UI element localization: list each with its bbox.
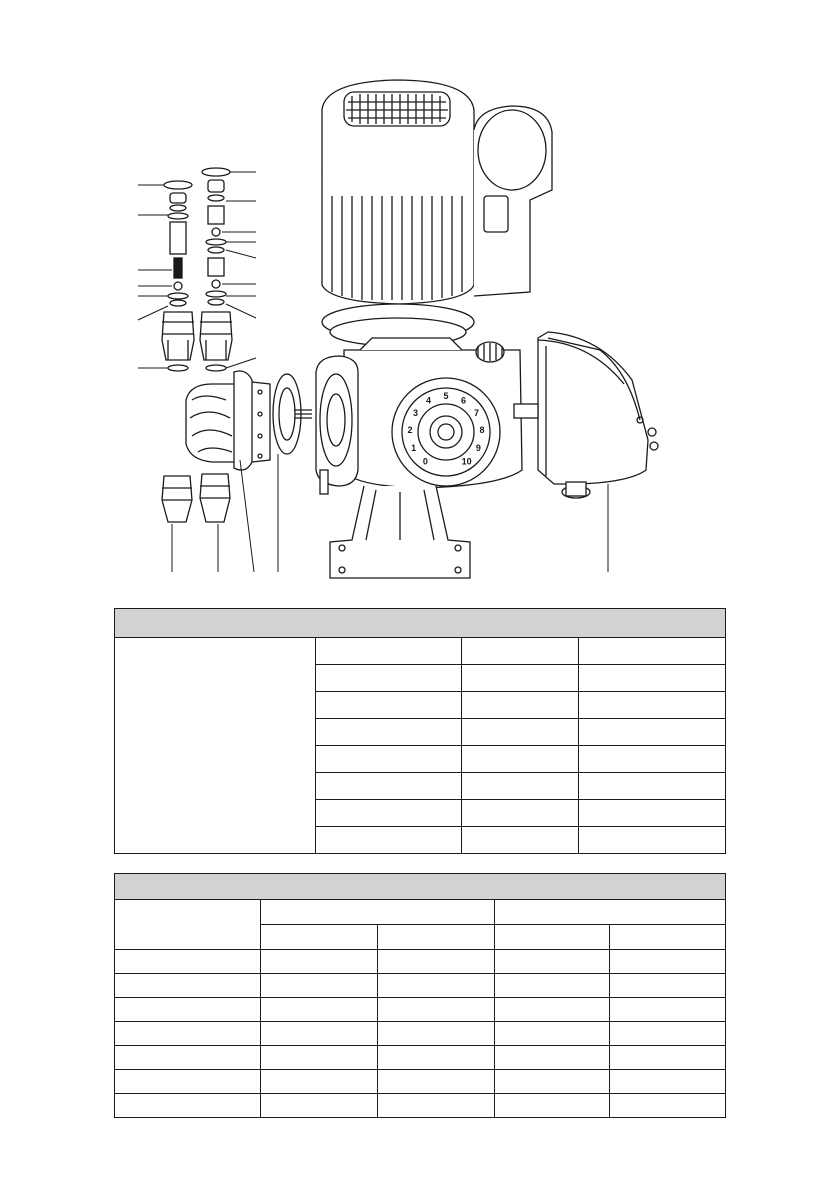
table-b-cell	[261, 1070, 378, 1094]
table-b-cell	[261, 1046, 378, 1070]
motor-body	[322, 168, 474, 304]
dial-number: 3	[412, 407, 419, 418]
table-a-cell	[579, 638, 726, 665]
dial-number: 10	[461, 456, 472, 467]
table-a-cell	[579, 827, 726, 854]
table-a-heading-band	[115, 609, 726, 638]
specification-table-a	[114, 608, 726, 854]
table-a-cell	[462, 746, 579, 773]
table-b-subheader	[261, 925, 378, 950]
table-b-cell	[610, 998, 726, 1022]
table-a-cell	[462, 638, 579, 665]
table-b-cell	[261, 1094, 378, 1118]
table-b-cell	[495, 1070, 610, 1094]
table-b-subheader	[495, 925, 610, 950]
table-b-heading-band	[115, 874, 726, 900]
table-b-cell	[495, 974, 610, 998]
table-a-cell	[579, 665, 726, 692]
pump-head	[186, 371, 270, 470]
table-a-cell	[316, 746, 462, 773]
table-b-cell	[610, 950, 726, 974]
table-a-cell	[316, 827, 462, 854]
table-b-cell	[610, 1070, 726, 1094]
dial-number: 1	[411, 442, 417, 453]
table-b-cell	[495, 1094, 610, 1118]
dial-number: 2	[407, 425, 413, 436]
table-a-cell	[579, 692, 726, 719]
table-b-cell	[378, 998, 495, 1022]
table-b-cell	[115, 1046, 261, 1070]
table-b-cell	[378, 974, 495, 998]
table-b-group-header	[261, 900, 495, 925]
table-a-cell	[316, 638, 462, 665]
table-a-cell	[462, 800, 579, 827]
table-a-cell	[579, 800, 726, 827]
motor-fan-grille	[344, 92, 450, 126]
dial-number: 8	[479, 425, 485, 436]
table-a-cell	[316, 692, 462, 719]
table-a-cell	[316, 665, 462, 692]
table-b-cell	[378, 1022, 495, 1046]
table-a-cell	[579, 719, 726, 746]
table-b-cell	[495, 1046, 610, 1070]
table-b-cell	[115, 998, 261, 1022]
table-b-cell	[115, 1094, 261, 1118]
table-b-cell	[378, 1046, 495, 1070]
table-b-cell	[378, 1094, 495, 1118]
discharge-valve-stack-right	[200, 168, 232, 371]
table-b-cell	[261, 998, 378, 1022]
table-b-cell	[378, 1070, 495, 1094]
table-a-cell	[579, 773, 726, 800]
table-a-cell	[462, 665, 579, 692]
table-a-cell	[316, 773, 462, 800]
suction-valve-stack-left	[162, 181, 194, 371]
dial-number: 9	[475, 442, 481, 453]
table-a-cell	[316, 800, 462, 827]
table-b-cell	[115, 1070, 261, 1094]
dial-number: 6	[460, 395, 467, 406]
table-b-cell	[610, 1022, 726, 1046]
specification-table-b	[114, 873, 726, 1118]
table-b-subheader	[378, 925, 495, 950]
table-a-cell	[316, 719, 462, 746]
table-b-cell	[610, 974, 726, 998]
table-b-cell	[115, 1022, 261, 1046]
table-a-cell	[462, 773, 579, 800]
table-b-cell	[378, 950, 495, 974]
dial-number: 7	[473, 407, 480, 418]
dial-number: 4	[425, 395, 432, 406]
table-b-cell	[495, 998, 610, 1022]
table-b-cell	[261, 950, 378, 974]
diaphragm	[273, 374, 312, 454]
table-a-cell	[462, 692, 579, 719]
table-a-cell	[462, 719, 579, 746]
table-a-cell	[579, 746, 726, 773]
electronic-control-box	[514, 332, 658, 498]
table-b-corner-cell	[115, 900, 261, 950]
table-b-cell	[261, 974, 378, 998]
table-a-cell	[462, 827, 579, 854]
table-b-subheader	[610, 925, 726, 950]
table-b-group-header	[495, 900, 726, 925]
table-b-cell	[495, 1022, 610, 1046]
table-a-label-cell	[115, 638, 316, 854]
dial-number: 0	[422, 456, 428, 467]
table-b-cell	[610, 1094, 726, 1118]
table-b-cell	[495, 950, 610, 974]
table-b-cell	[261, 1022, 378, 1046]
table-b-cell	[115, 974, 261, 998]
table-b-cell	[115, 950, 261, 974]
table-b-cell	[610, 1046, 726, 1070]
lower-valve-connectors	[162, 474, 230, 522]
dial-number: 5	[443, 391, 449, 401]
